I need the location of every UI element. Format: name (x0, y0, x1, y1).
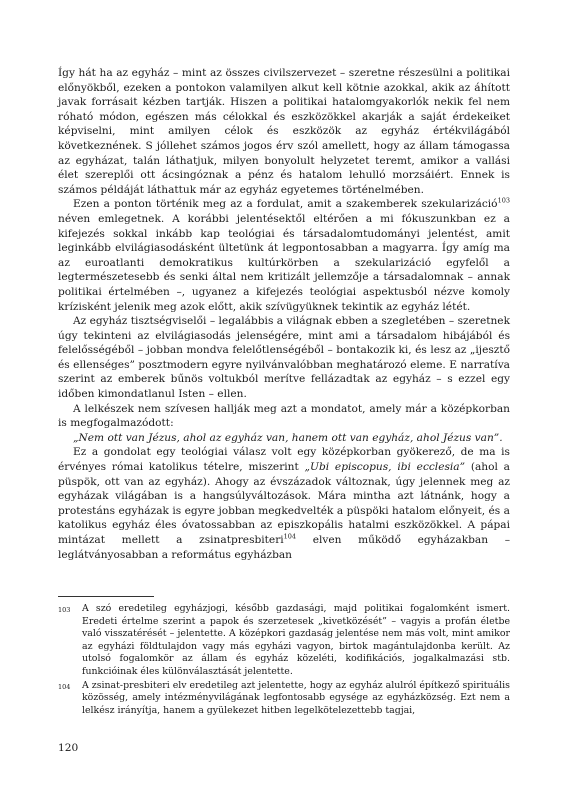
text-run: elven működő egyházakban – leglátványosabban a református egyházban (58, 534, 510, 561)
text-run: Az egyház tisztségviselői – legalábbis a világnak ebben a szegletében – szeretnek úgy tekinteni az elvilágiasodás jelenségére, mint ami a társadalom hibájából és felelősségéből – jobban mondva felelőtlenségéből – bontakozik ki, és lesz az „ijesztő és ellenséges” posztmodern egyre nyilvánvalóbban meghatározó eleme. E narratíva szerint az emberek bűnös voltukból merítve fellázadtak az egyház – s ezzel egy időben kimondatlanul Isten – ellen. (58, 315, 510, 401)
text-run: (ahol a püspök, ott van az egyház). Ahogy az évszázadok változnak, úgy jelennek meg az egyházak világában is a hangsúlyváltozások. Mára mintha azt látnánk, hogy a protestáns egyházak is egyre jobban megkedvelték a püspöki hatalom előnyeit, és a katolikus egyház éles óvatossabban az episzkopális hatalmi eszközökkel. A pápai mintázat mellett a zsinatpresbiteri (58, 461, 510, 546)
body-text (58, 66, 510, 562)
footnote-ref: 103 (497, 196, 510, 205)
text-run: A lelkészek nem szívesen hallják meg azt a mondatot, amely már a középkorban is megfogalmazódott: (58, 402, 510, 430)
paragraph (58, 314, 510, 402)
footnote-number: 104 (58, 682, 71, 691)
footnote-text: A szó eredetileg egyházjogi, később gazdasági, majd politikai fogalomként ismert. Eredeti értelme szerint a papok és szerzetesek „kivetközését” – vagyis a profán életbe való visszatérését – jelentette. A középkori gazdaság jelentése nem más volt, mint amikor az egyházi földtulajdon vagy más egyházi vagyon, birtok magántulajdonba került. Az utolsó fogalomkör az állam és egyház közeléti, kodifikációs, jogalkalmazási stb. funkcióinak éles különválasztását jelentette. (82, 603, 510, 677)
footnotes (58, 603, 510, 718)
text-run: Ez a gondolat egy teológiai válasz volt egy középkorban gyökerező, de ma is érvényes római katolikus tételre, miszerint (58, 446, 510, 474)
footnote (58, 680, 510, 718)
footnote-ref: 104 (283, 532, 297, 541)
text-run: Így hát ha az egyház – mint az összes civilszervezet – szeretne részesülni a politikai előnyökből, ezeken a pontokon valamilyen alkut kell kötnie azokkal, akik az áhított javak forrásait kézben tartják. Hiszen a politikai hatalomgyakorlók nekik fel nem róható módon, egészen más célokkal és eszközökkel akarják a saját érdekeiket képviselni, mint amilyen célok és eszközök az egyház értékvilágából következnének. S jóllehet számos jogos érv szól amellett, hogy az állam támogassa az egyházat, talán láthatjuk, milyen bonyolult helyzetet teremt, amikor a vallási élet szereplői ott ácsingóznak a pénz és hatalom lehulló morzsáiért. Ennek is számos példáját láthattuk már az egyház egyetemes történelmében. (58, 67, 510, 196)
footnote (58, 603, 510, 679)
paragraph (58, 402, 510, 431)
footnote-number: 103 (58, 606, 71, 614)
footnote-text: A zsinat-presbiteri elv eredetileg azt jelentette, hogy az egyház alulról építkező spirituális közösség, amely intézményvilágának legfontosabb egysége az egyházközség. Ezt nem a lelkész irányítja, hanem a gyülekezet hitben legelkötelezettebb tagjai, (82, 679, 510, 716)
italic-text: „Nem ott van Jézus, ahol az egyház van, hanem ott van egyház, ahol Jézus van”. (73, 431, 503, 444)
paragraph (58, 445, 510, 562)
text-run: Ezen a ponton történik meg az a fordulat, amit a szakemberek szekularizáció (73, 198, 498, 211)
quote-paragraph (58, 431, 510, 446)
paragraph (58, 197, 510, 314)
italic-text: „Ubi episcopus, ibi ecclesia” (304, 461, 466, 474)
text-run: néven emlegetnek. A korábbi jelentésektől eltérően a mi fókuszunkban ez a kifejezés sokkal inkább kap teológiai és társadalomtudományi jelentést, amit leginkább elvilágiasodásként ültetünk át legpontosabban a magyarra. Így amíg ma az euroatlanti demokratikus kultúrkörben a szekularizáció egyfelől a legtermészetesebb és senki által nem kritizált jellemzője a társadalomnak – annak politikai értelmében –, ugyanez a kifejezés teológiai aspektusból nézve komoly krízisként jelenik meg azok előtt, akik szívügyüknek tekintik az egyház létét. (58, 212, 510, 313)
page-number: 120 (58, 742, 79, 754)
main-text-block (58, 66, 510, 562)
footnote-separator (58, 596, 154, 597)
paragraph (58, 66, 510, 197)
